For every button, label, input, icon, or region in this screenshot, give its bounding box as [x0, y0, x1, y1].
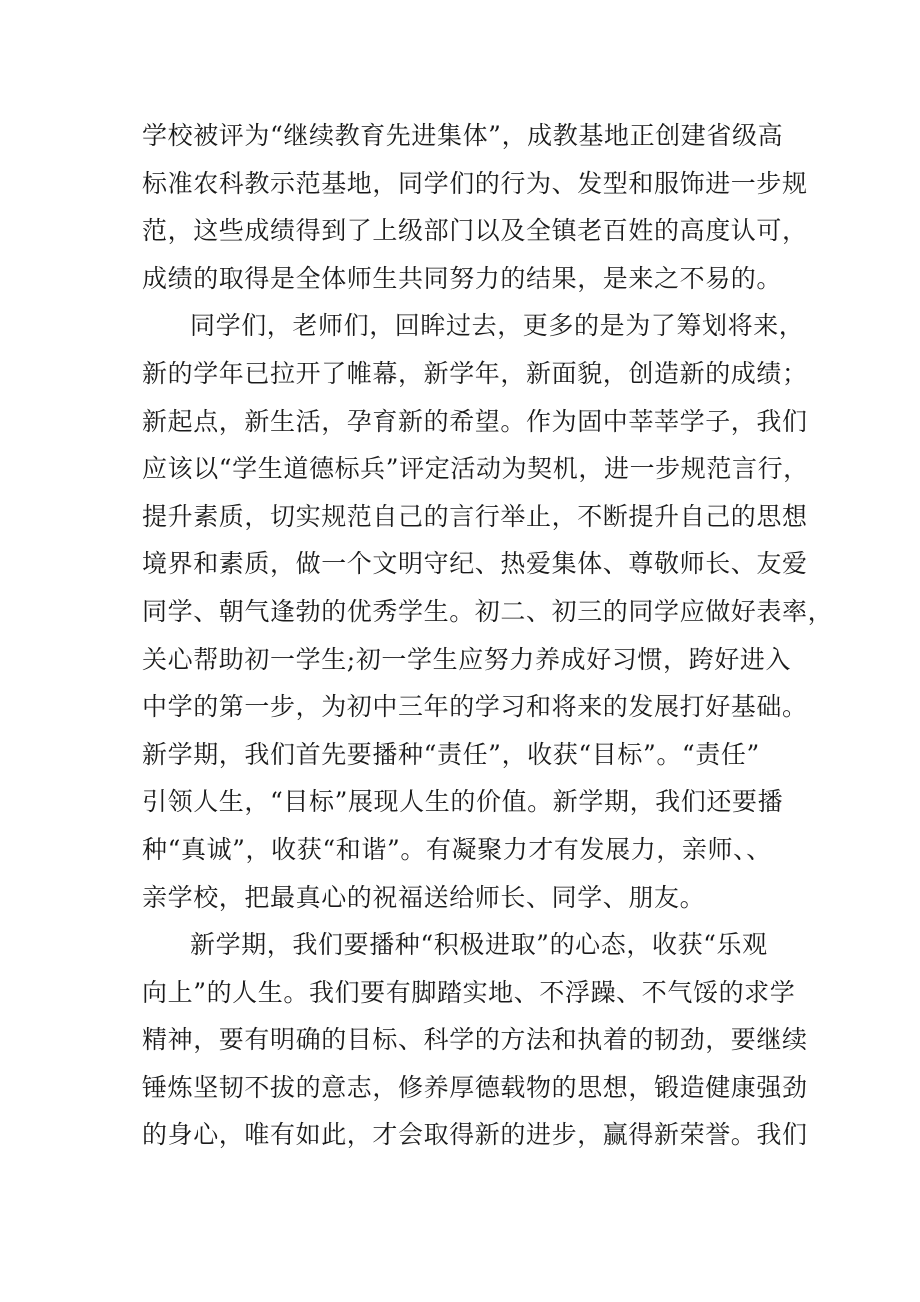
- text-line: 境界和素质，做一个文明守纪、热爱集体、尊敬师长、友爱: [142, 549, 808, 579]
- text-line: 新学期，我们首先要播种“责任”，收获“目标”。“责任”: [142, 739, 760, 769]
- text-line: 中学的第一步，为初中三年的学习和将来的发展打好基础。: [142, 692, 808, 722]
- text-line: 新的学年已拉开了帷幕，新学年，新面貌，创造新的成绩；: [142, 358, 808, 388]
- text-line: 成绩的取得是全体师生共同努力的结果，是来之不易的。: [142, 263, 783, 293]
- text-line: 引领人生，“目标”展现人生的价值。新学期，我们还要播: [142, 787, 784, 817]
- text-line: 范，这些成绩得到了上级部门以及全镇老百姓的高度认可，: [142, 216, 808, 246]
- text-line: 向上”的人生。我们要有脚踏实地、不浮躁、不气馁的求学: [142, 977, 796, 1007]
- text-line: 提升素质，切实规范自己的言行举止，不断提升自己的思想: [142, 501, 808, 531]
- text-line: 种“真诚”，收获“和谐”。有凝聚力才有发展力，亲师、、: [142, 834, 772, 864]
- text-line: 的身心，唯有如此，才会取得新的进步，赢得新荣誉。我们: [142, 1120, 808, 1150]
- text-line: 新起点，新生活，孕育新的希望。作为固中莘莘学子，我们: [142, 406, 808, 436]
- text-line: 亲学校，把最真心的祝福送给师长、同学、朋友。: [142, 882, 706, 912]
- text-line: 同学、朝气逢勃的优秀学生。初二、初三的同学应做好表率，: [142, 596, 834, 626]
- text-line: 学校被评为“继续教育先进集体”，成教基地正创建省级高: [142, 121, 784, 150]
- text-line: 精神，要有明确的目标、科学的方法和执着的韧劲，要继续: [142, 1025, 808, 1055]
- text-line: 应该以“学生道德标兵”评定活动为契机，进一步规范言行，: [142, 454, 809, 484]
- paragraph-start-line: 新学期，我们要播种“积极进取”的心态，收获“乐观: [190, 930, 768, 960]
- text-line: 标准农科教示范基地，同学们的行为、发型和服饰进一步规: [142, 168, 808, 198]
- body-text: [142, 112, 834, 1159]
- paragraph-start-line: 同学们，老师们，回眸过去，更多的是为了筹划将来，: [190, 311, 805, 341]
- text-line: 锤炼坚韧不拔的意志，修养厚德载物的思想，锻造健康强劲: [142, 1072, 808, 1102]
- text-line: 关心帮助初一学生;初一学生应努力养成好习惯，跨好进入: [142, 644, 792, 674]
